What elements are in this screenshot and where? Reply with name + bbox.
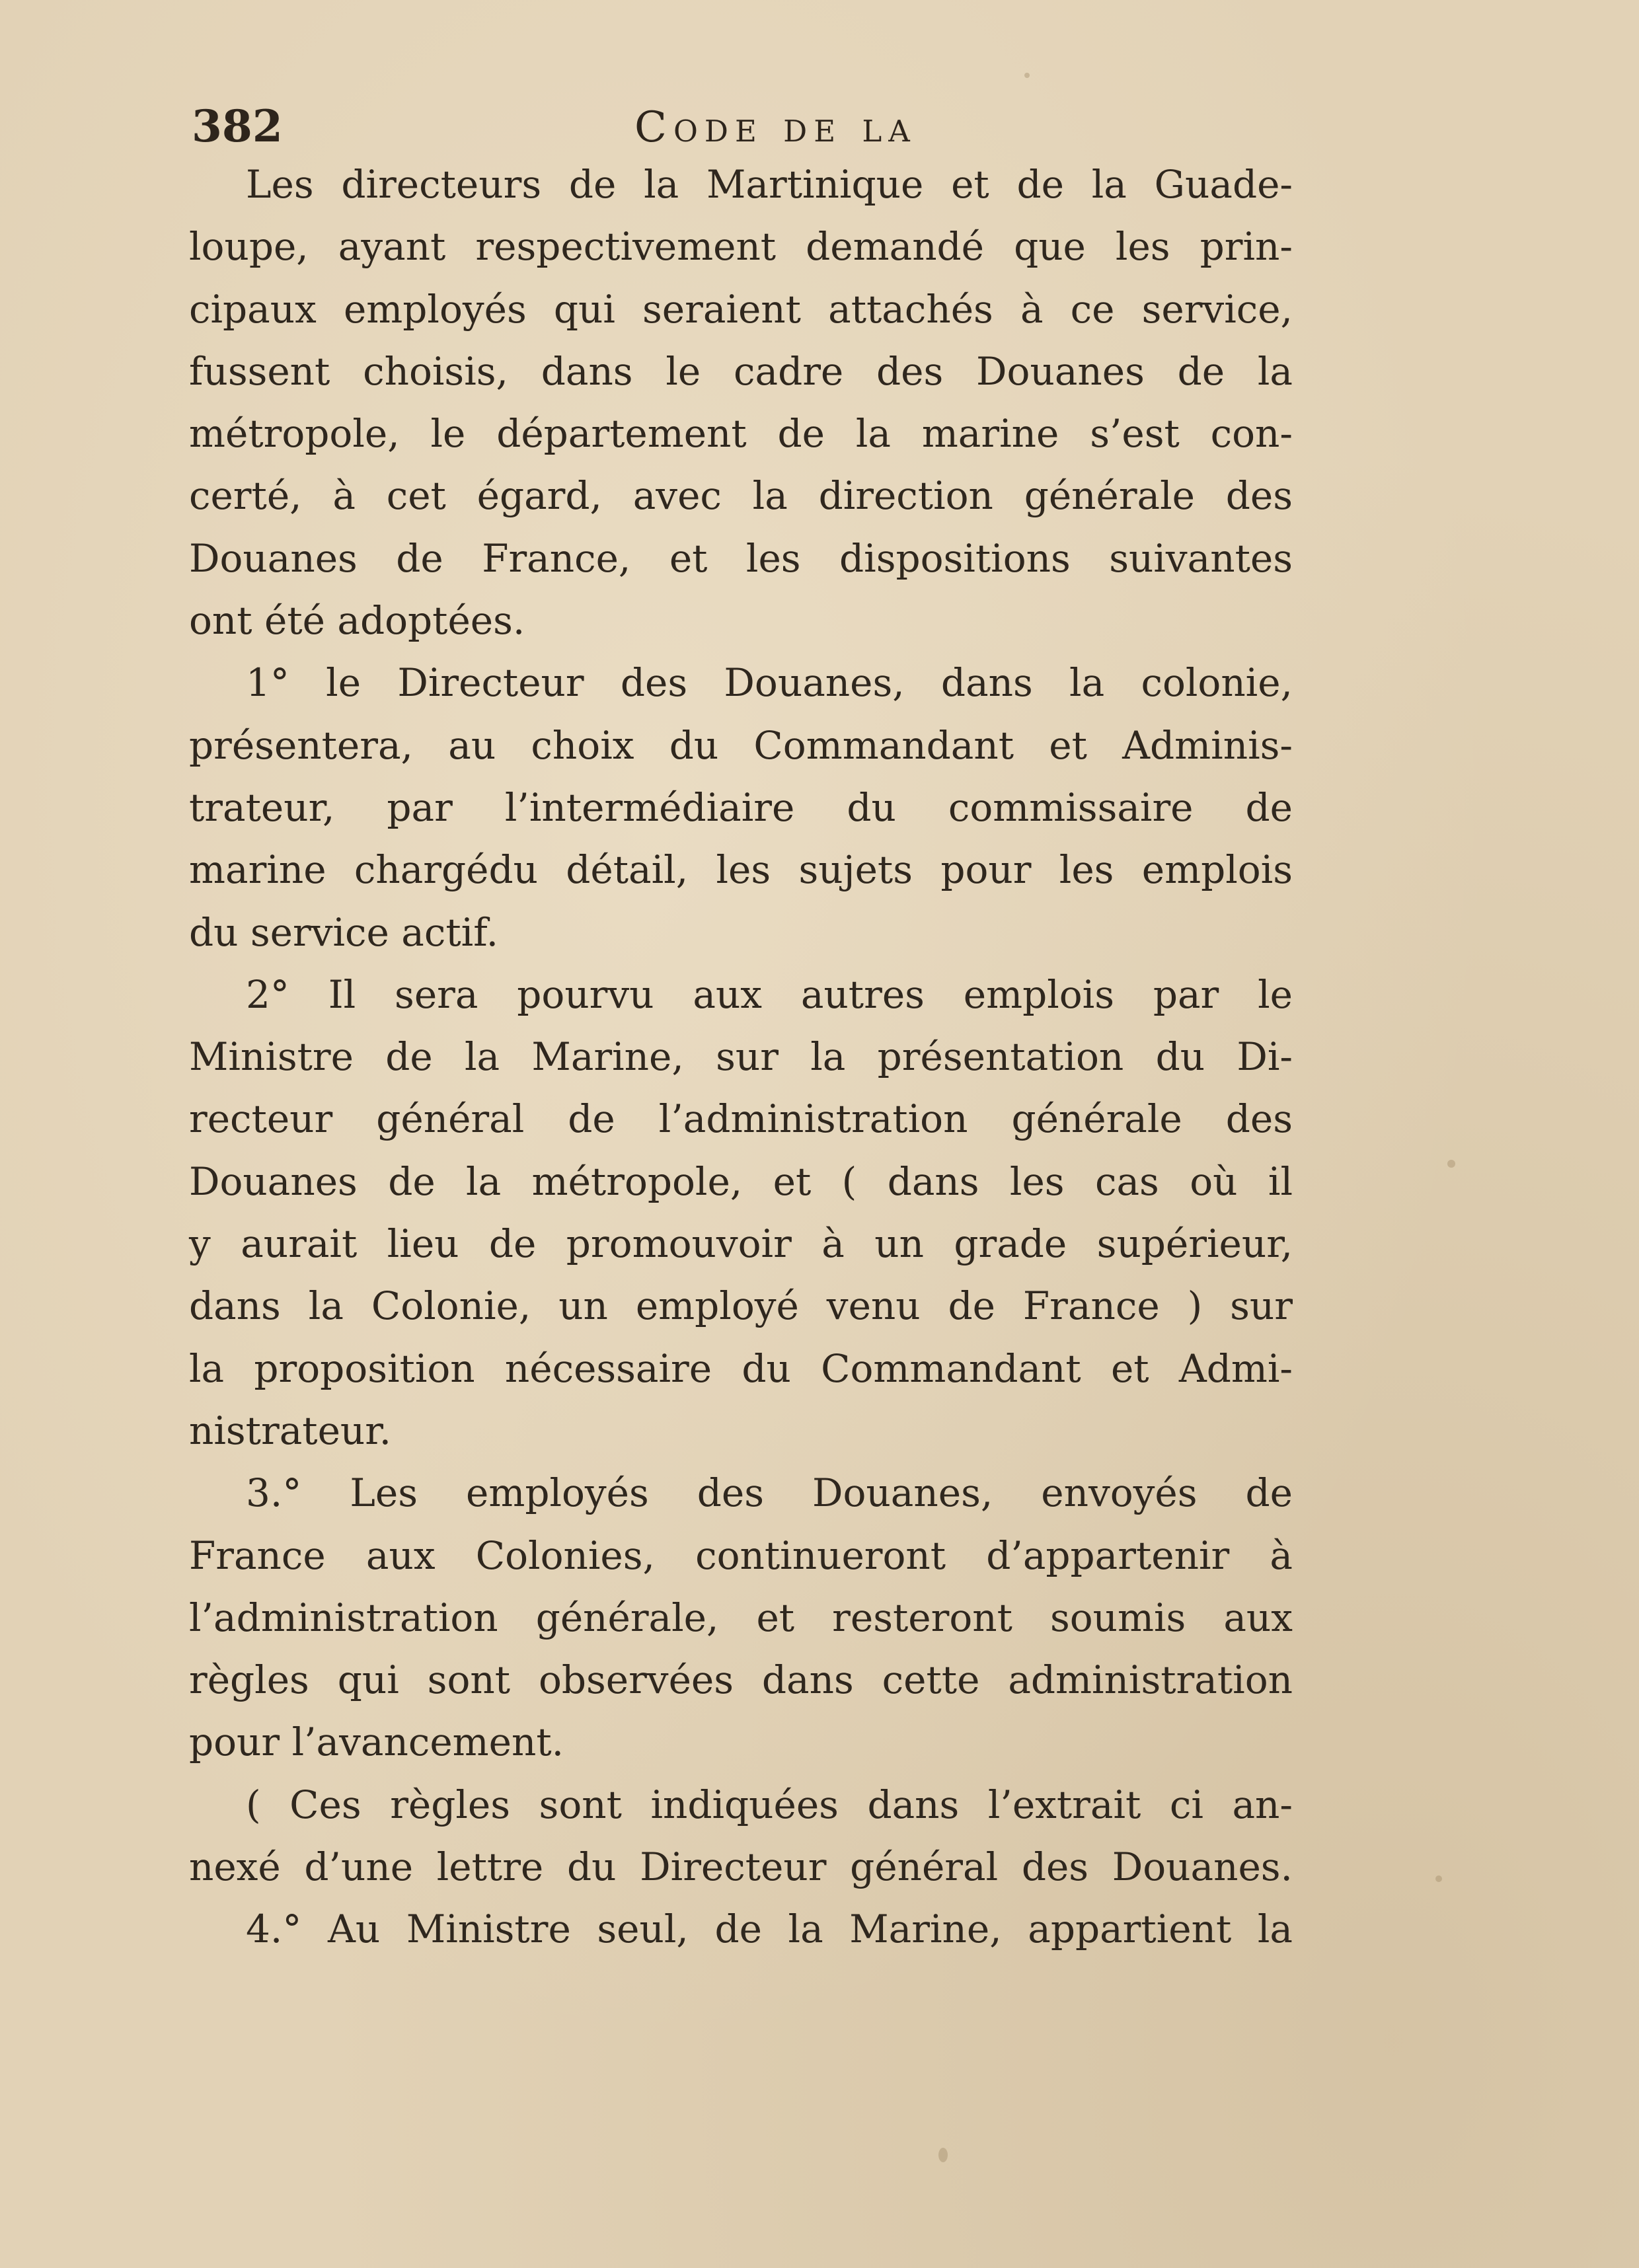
text-line: Douanes de France, et les dispositions suivantes <box>189 535 1293 581</box>
text-line: Douanes de la métropole, et ( dans les cas où il <box>189 1158 1293 1204</box>
text-line: y aurait lieu de promouvoir à un grade supérieur, <box>189 1221 1293 1267</box>
text-line: l’administration générale, et resteront soumis aux <box>189 1595 1293 1640</box>
text-line: trateur, par l’intermédiaire du commissaire de <box>189 784 1293 830</box>
paper-spot <box>1447 1160 1455 1168</box>
text-line: ont été adoptées. <box>189 598 525 644</box>
text-line: Les directeurs de la Martinique et de la Guade- <box>246 162 1293 207</box>
body-text <box>189 153 1293 1961</box>
text-line: recteur général de l’administration générale des <box>189 1096 1293 1142</box>
text-line: présentera, au choix du Commandant et Adminis- <box>189 722 1293 768</box>
text-line: dans la Colonie, un employé venu de France ) sur <box>189 1283 1293 1329</box>
text-line: Ministre de la Marine, sur la présentation du Di- <box>189 1034 1293 1080</box>
text-line: métropole, le département de la marine s’est con- <box>189 411 1293 457</box>
text-line: certé, à cet égard, avec la direction générale des <box>189 473 1293 519</box>
paper-spot <box>938 2148 948 2162</box>
text-line: ( Ces règles sont indiquées dans l’extrait ci an- <box>246 1782 1293 1827</box>
text-line: 4.° Au Ministre seul, de la Marine, appartient la <box>246 1907 1293 1952</box>
text-line: 1° le Directeur des Douanes, dans la colonie, <box>246 660 1293 706</box>
text-line: du service actif. <box>189 909 499 955</box>
text-line: cipaux employés qui seraient attachés à ce service, <box>189 286 1293 332</box>
text-line: loupe, ayant respectivement demandé que les prin- <box>189 224 1293 270</box>
text-line: nexé d’une lettre du Directeur général des Douanes. <box>189 1844 1293 1890</box>
text-line: 2° Il sera pourvu aux autres emplois par le <box>246 971 1293 1017</box>
text-line: France aux Colonies, continueront d’appartenir à <box>189 1532 1293 1578</box>
text-line: nistrateur. <box>189 1408 392 1453</box>
text-line: la proposition nécessaire du Commandant et Admi- <box>189 1345 1293 1391</box>
text-line: pour l’avancement. <box>189 1720 564 1765</box>
page-header <box>192 100 1295 160</box>
running-head: Code de la <box>634 103 917 152</box>
paper-spot <box>1024 73 1030 78</box>
text-line: règles qui sont observées dans cette administration <box>189 1657 1293 1703</box>
paper-spot <box>1435 1875 1442 1882</box>
text-line: 3.° Les employés des Douanes, envoyés de <box>246 1470 1293 1516</box>
text-line: marine chargédu détail, les sujets pour les emplois <box>189 847 1293 893</box>
text-line: fussent choisis, dans le cadre des Douanes de la <box>189 348 1293 394</box>
page-number: 382 <box>192 100 283 152</box>
